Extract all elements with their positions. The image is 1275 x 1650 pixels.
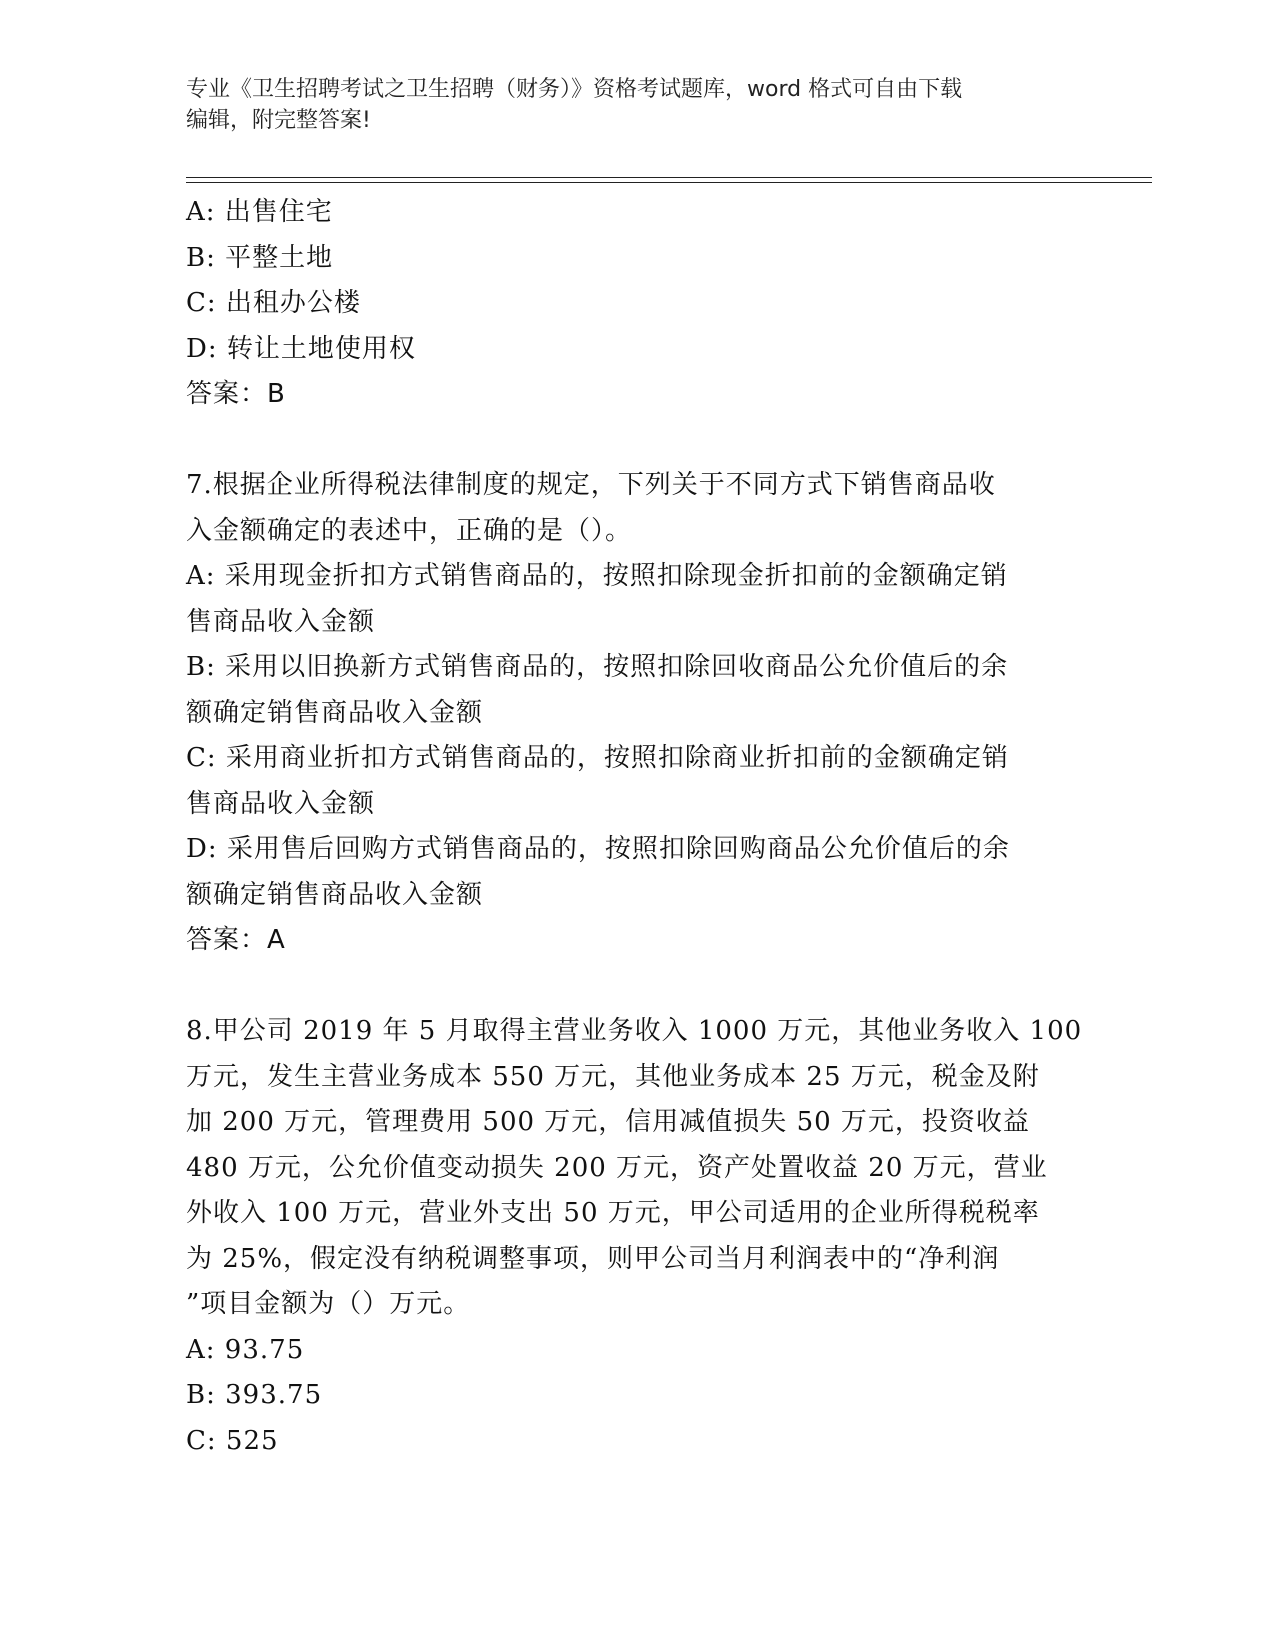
option-a: A: 出售住宅 [186,197,333,227]
option-d: D: 转让土地使用权 [186,333,416,364]
document-header [186,74,1076,136]
option-a-line-1: A: 采用现金折扣方式销售商品的，按照扣除现金折扣前的金额确定销 [186,561,1008,591]
question-7-answer: 答案：A [186,925,286,955]
spacer [186,964,1086,1010]
spacer [186,418,1086,464]
question-8 [186,1009,1086,1464]
option-c-line-1: C: 采用商业折扣方式销售商品的，按照扣除商业折扣前的金额确定销 [186,743,1009,773]
document-body [186,190,1086,1464]
option-b-line-2: 额确定销售商品收入金额 [186,697,484,728]
option-b: B: 平整土地 [186,242,334,273]
option-a-line-2: 售商品收入金额 [186,606,376,637]
header-line-2: 编辑，附完整答案! [186,108,371,133]
question-8-stem-line-3: 加 200 万元，管理费用 500 万元，信用减值损失 50 万元，投资收益 [186,1107,1030,1137]
question-6-options [186,190,1086,372]
option-b: B: 393.75 [186,1380,323,1410]
question-7-stem-line-2: 入金额确定的表述中，正确的是（）。 [186,515,633,546]
header-line-1: 专业《卫生招聘考试之卫生招聘（财务）》资格考试题库，word 格式可自由下载 [186,77,963,102]
option-b-line-1: B: 采用以旧换新方式销售商品的，按照扣除回收商品公允价值后的余 [186,652,1009,682]
option-d-line-1: D: 采用售后回购方式销售商品的，按照扣除回购商品公允价值后的余 [186,834,1010,864]
question-8-stem-line-1: 8.甲公司 2019 年 5 月取得主营业务收入 1000 万元，其他业务收入 100 [186,1016,1083,1046]
header-divider-bottom [186,182,1152,183]
question-8-stem-line-7: ”项目金额为（）万元。 [186,1289,471,1319]
question-8-stem-line-2: 万元，发生主营业务成本 550 万元，其他业务成本 25 万元，税金及附 [186,1061,1040,1092]
question-7-stem-line-1: 7.根据企业所得税法律制度的规定，下列关于不同方式下销售商品收 [186,470,996,500]
header-divider-top [186,177,1152,178]
option-c: C: 出租办公楼 [186,288,361,318]
option-c: C: 525 [186,1425,279,1456]
option-d-line-2: 额确定销售商品收入金额 [186,879,484,910]
option-a: A: 93.75 [186,1334,305,1365]
option-c-line-2: 售商品收入金额 [186,788,376,819]
question-6-answer: 答案：B [186,379,286,409]
question-7 [186,463,1086,918]
question-8-stem-line-4: 480 万元，公允价值变动损失 200 万元，资产处置收益 20 万元，营业 [186,1152,1048,1183]
question-8-stem-line-5: 外收入 100 万元，营业外支出 50 万元，甲公司适用的企业所得税税率 [186,1198,1040,1228]
question-8-stem-line-6: 为 25%，假定没有纳税调整事项，则甲公司当月利润表中的“净利润 [186,1243,1000,1274]
